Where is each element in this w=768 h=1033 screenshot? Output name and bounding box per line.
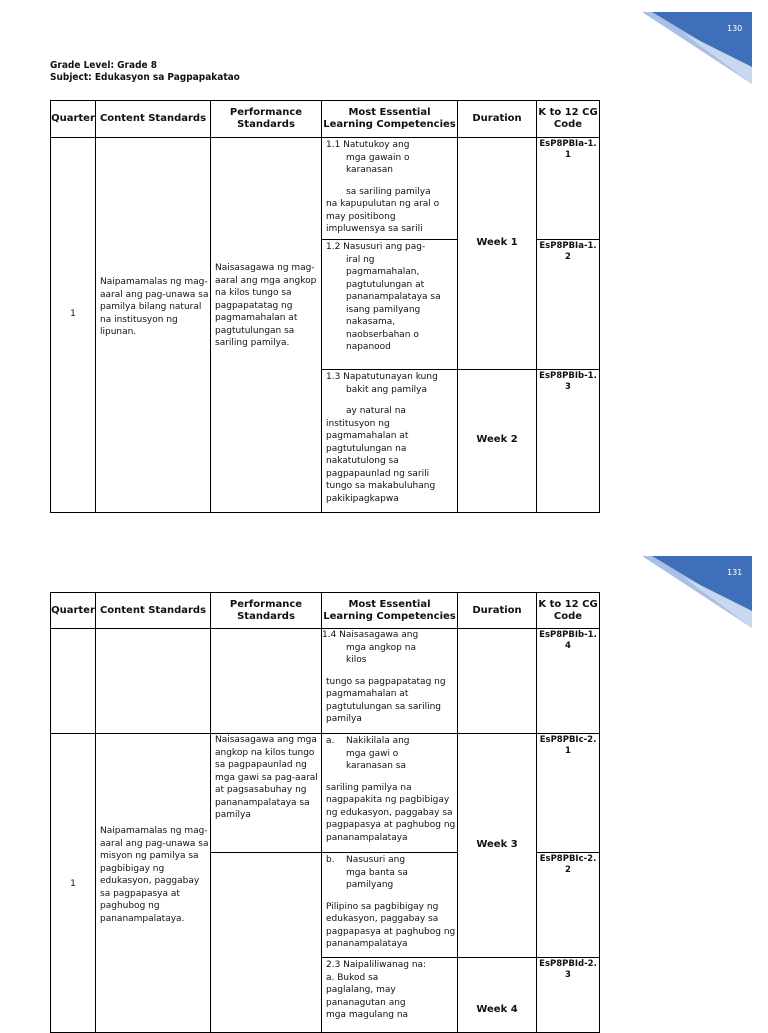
header-performance-standards: Performance Standards [210, 100, 322, 138]
melc-1-3-cont: bakit ang pamilya [346, 384, 427, 395]
melc-b-cont: Pilipino sa pagbibigay ng edukasyon, paggabay sa pagpapasya at paghubog ng pananampalataya [326, 901, 456, 949]
week1-label: Week 1 [476, 237, 518, 248]
melc-a-marker: a. [326, 736, 335, 746]
melc-1-3-cont3: institusyon ng pagmamahalan at pagtutulungan na nakatutulong sa pagpapaunlad ng sarili tungo sa makabuluhang pakikipagkapwa [326, 418, 436, 504]
header-content-standards: Content Standards [95, 592, 211, 629]
duration-cell-empty [457, 628, 537, 734]
week2-label: Week 2 [476, 434, 518, 445]
duration-week4-cell [457, 957, 537, 1033]
quarter-cell [50, 137, 96, 513]
content-cell-empty [95, 628, 211, 734]
code-2-1-cell [536, 733, 600, 853]
melc-b-line: Nasusuri ang mga banta sa pamilyang [346, 855, 408, 890]
code-2-3: EsP8PBId-2.3 [539, 959, 597, 980]
melc-1-3-line: 1.3 Napatutunayan kung [326, 372, 438, 382]
melc-1-3-cont2: ay natural na [346, 406, 406, 416]
header-quarter: Quarter [50, 100, 96, 138]
code-1-2-cell [536, 239, 600, 370]
melc-2-3-line: 2.3 Naipaliliwanag na: [326, 960, 427, 970]
melc-a-line: Nakikilala ang mga gawi o karanasan sa [346, 736, 410, 771]
week4-label: Week 4 [476, 1004, 518, 1015]
page-number: 131 [727, 568, 743, 577]
content-standard-cell [95, 137, 211, 513]
code-2-2-cell [536, 852, 600, 958]
melc-1-1-line: 1.1 Natutukoy ang [326, 140, 410, 150]
quarter-value: 1 [70, 879, 76, 889]
page-number: 130 [727, 24, 743, 33]
melc-1-1-cont: mga gawain o karanasan [346, 152, 410, 175]
content-standard-text: Naipamamalas ng mag-aaral ang pag-unawa sa pamilya bilang natural na institusyon ng lipunan. [100, 277, 209, 337]
melc-1-2-line: 1.2 Nasusuri ang pag- [326, 242, 426, 252]
quarter-cell [50, 733, 96, 1033]
melc-1-1-cell [321, 137, 458, 240]
melc-1-3-cell [321, 369, 458, 513]
melc-1-1-cont2: sa sariling pamilya [346, 186, 431, 197]
code-2-1: EsP8PBIc-2.1 [539, 735, 597, 756]
header-content-standards: Content Standards [95, 100, 211, 138]
performance-standard-text: Naisasagawa ng mag-aaral ang mga angkop na kilos tungo sa pagpapatatag ng pagmamahalan at pagtutulungan sa sariling pamilya. [215, 263, 317, 348]
content-standard-cell [95, 733, 211, 1033]
document-header [50, 60, 240, 84]
code-2-3-cell [536, 957, 600, 1033]
melc-b-marker: b. [326, 855, 335, 865]
melc-1-4-cont: mga angkop na kilos [346, 642, 416, 665]
performance-standard-cell [210, 137, 322, 513]
subject: Subject: Edukasyon sa Pagpapakatao [50, 72, 240, 83]
melc-2-1-cell [321, 733, 458, 853]
melc-1-2-cont: iral ng pagmamahalan, pagtutulungan at pananampalataya sa isang pamilyang nakasama, naobserbahan o napanood [346, 254, 441, 352]
performance-cell-empty [210, 628, 322, 734]
melc-1-1-cont3: na kapupulutan ng aral o may positibong impluwensya sa sarili [326, 199, 440, 234]
melc-2-2-cell [321, 852, 458, 958]
melc-1-4-line: 1.4 Naisasagawa ang [322, 630, 419, 640]
header-performance-standards: Performance Standards [210, 592, 322, 629]
performance-standard-text: Naisasagawa ang mga angkop na kilos tungo sa pagpapaunlad ng mga gawi sa pag-aaral at pagsasabuhay ng pananampalataya sa pamilya [215, 735, 318, 820]
melc-2-3-cell [321, 957, 458, 1033]
melc-a-cont: sariling pamilya na nagpapakita ng pagbibigay ng edukasyon, paggabay sa pagpapasya at paghubog ng pananampalataya [326, 782, 456, 843]
grade-level: Grade Level: Grade 8 [50, 60, 158, 71]
code-2-2: EsP8PBIc-2.2 [539, 854, 597, 875]
code-1-3-cell [536, 369, 600, 513]
duration-week2-cell [457, 369, 537, 513]
header-code: K to 12 CG Code [536, 100, 600, 138]
code-1-3: EsP8PBIb-1.3 [539, 371, 597, 392]
code-1-2: EsP8PBIa-1.2 [539, 241, 597, 262]
code-1-4-cell [536, 628, 600, 734]
header-code: K to 12 CG Code [536, 592, 600, 629]
code-1-1: EsP8PBIa-1.1 [539, 139, 597, 160]
performance-standard-cell [210, 733, 322, 853]
melc-1-2-cell [321, 239, 458, 370]
melc-2-3-cont: a. Bukod sa paglalang, may pananagutan ang mga magulang na [326, 972, 409, 1020]
quarter-value: 1 [70, 309, 76, 319]
header-melc: Most Essential Learning Competencies [321, 100, 458, 138]
content-standard-text: Naipamamalas ng mag-aaral ang pag-unawa sa misyon ng pamilya sa pagbibigay ng edukasyon, paggabay sa pagpapasya at paghubog ng pananampalataya. [100, 826, 209, 924]
header-duration: Duration [457, 592, 537, 629]
header-duration: Duration [457, 100, 537, 138]
duration-week3-cell [457, 733, 537, 958]
performance-cell-empty [210, 852, 322, 1033]
quarter-cell-empty [50, 628, 96, 734]
melc-1-4-cont2: tungo sa pagpapatatag ng pagmamahalan at pagtutulungan sa sariling pamilya [326, 676, 446, 724]
melc-1-4-cell [321, 628, 458, 734]
code-1-1-cell [536, 137, 600, 240]
week3-label: Week 3 [476, 839, 518, 850]
header-melc: Most Essential Learning Competencies [321, 592, 458, 629]
code-1-4: EsP8PBIb-1.4 [539, 630, 597, 651]
header-quarter: Quarter [50, 592, 96, 629]
duration-week1-cell [457, 137, 537, 370]
